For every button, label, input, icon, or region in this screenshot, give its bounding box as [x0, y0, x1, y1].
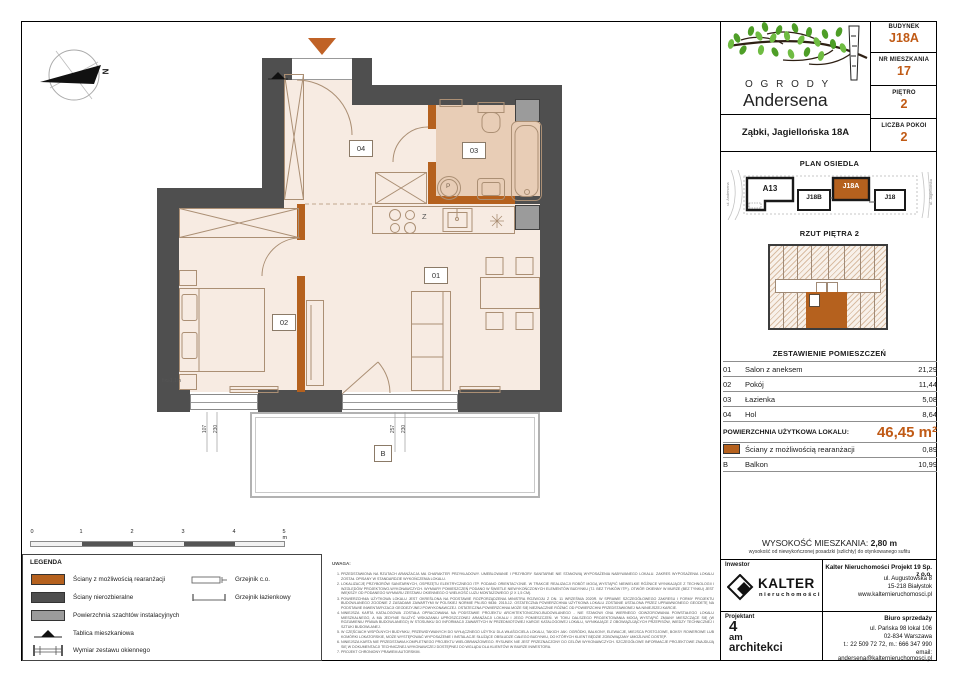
row-area: 5,08 — [922, 394, 937, 404]
row-name: Salon z aneksem — [745, 364, 803, 374]
apartment-height — [721, 538, 938, 548]
row-area: 10,99 — [918, 459, 937, 469]
project-address: Ząbki, Jagiellońska 18A — [741, 127, 850, 138]
total-label: POWIERZCHNIA UŻYTKOWA LOKALU: — [723, 428, 849, 436]
architect-line3: architekci — [729, 642, 783, 654]
overview-room-line — [860, 246, 861, 279]
sales-address1: ul. Pańska 98 lokal 106 — [869, 626, 932, 632]
height-value: 2,80 m — [870, 538, 898, 548]
note-item: 2. LOKALIZACJĘ PRZYBORÓW SANITARNYCH, OSPRZĘTU ELEKTRYCZNEGO ITP. PODANO ORIENTACYJNIE. W TRAKCIE REALIZACJI ROBÓT MOGĄ WYSTĄPIĆ NIEWIELKIE RÓŻNICE WYNIKAJĄCE Z TECHNOLOGII I WZGLĘDÓW PROJEKTOWO-WYKONAWCZYCH. WYMIARY POMIESZCZEŃ PODANO W ŚWIETLE NIEWYKOŃCZONYCH ELEMENTÓW BUDYNKU (TJ. BEZ TYNKÓW ITP.). OTWÓR OKIENNY W MURZE (BEZ TYNKU) JEST WIĘKSZY OD PODANEGO WYMIARU ZESTAWU OKIENNEGO O WIELKOŚĆ LUZU MONTAŻOWEGO (2 X 1,5 CM). — [341, 582, 714, 596]
height-note: wysokość od niewykończonej posadzki (szlichty) do otynkowanego sufitu — [748, 549, 911, 555]
row-area: 11,44 — [918, 379, 937, 389]
company-info — [824, 562, 936, 610]
scale-tick: 3 — [181, 529, 185, 535]
legend-title: LEGENDA — [30, 559, 62, 566]
overview-room-line — [874, 246, 875, 279]
sales-office-info — [824, 612, 936, 660]
overview-corridor — [775, 279, 881, 293]
floor-overview-map — [768, 244, 888, 330]
legend-tablica-icon — [31, 627, 65, 640]
table-row — [723, 377, 937, 392]
overview-room-line — [844, 246, 845, 279]
inwestor-label: Inwestor — [725, 562, 750, 568]
row-number: 01 — [723, 364, 732, 374]
legend — [22, 554, 322, 661]
company-address2: 15-218 Białystok — [887, 584, 932, 590]
room-label-01: 01 — [424, 267, 448, 284]
legend-label: Ściany nierozbieralne — [73, 594, 134, 601]
overview-room-line — [811, 246, 812, 279]
legend-window-dim-icon — [31, 643, 65, 658]
sales-phone: t.: 22 509 72 72, m.: 666 347 990 — [843, 642, 932, 648]
height-label: WYSOKOŚĆ MIESZKANIA: — [761, 538, 869, 548]
info-pietro — [871, 87, 937, 119]
company-address1: ul. Augustowska 8 — [883, 576, 932, 582]
room-label-04: 04 — [349, 140, 373, 157]
legend-label: Powierzchnia szachtów instalacyjnych — [73, 612, 180, 619]
row-name: Łazienka — [745, 394, 776, 404]
legend-swatch-gray — [31, 610, 65, 621]
note-item: 7. PROJEKT CHRONIONY PRAWEM AUTORSKIM. — [341, 650, 714, 655]
overview-room-line — [797, 293, 798, 328]
legend-label: Wymiar zestawu okiennego — [73, 647, 150, 654]
info-label: NR MIESZKANIA — [878, 57, 930, 63]
kalter-logo — [727, 572, 822, 606]
note-item: 3. POWIERZCHNIA UŻYTKOWA LOKALU JEST OKREŚLONA NA PODSTAWIE ROZPORZĄDZENIA MINISTRA ROZWOJU Z DN. 11 WRZEŚNIA 2020R. W SPRAWIE SZCZEGÓŁOWEGO ZAKRESU I FORMY PROJEKTU BUDOWLANEGO ZGODNIE Z ZASADAMI ZAWARTYMI W POLSKIEJ NORMIE PN-ISO 9836: 2015-12. OSTATECZNA POWIERZCHNIA UŻYTKOWA LOKALU ZOSTANIE USTALONA PRZEZ UPRAWNIONEGO GEODETĘ NA PODSTAWIE INWENTARYZACJI GEODEZYJNEJ POWYKONAWCZEJ. OSTATECZNA POWIERZCHNIA MOŻE SIĘ NIEZNACZNIE RÓŻNIĆ OD POWIERZCHNI PRZEDSTAWIONEJ NA NINIEJSZEJ KARCIE. — [341, 597, 714, 611]
row-number: 04 — [723, 409, 732, 419]
rooms-table-title: ZESTAWIENIE POMIESZCZEŃ — [772, 349, 887, 358]
info-value: 2 — [900, 97, 908, 111]
divider — [721, 151, 937, 152]
legend-radiator-co-icon — [191, 574, 229, 586]
floor-overview-title: RZUT PIĘTRA 2 — [799, 229, 860, 238]
building-label-j18: J18 — [884, 194, 896, 201]
info-nr-mieszkania — [871, 54, 937, 86]
overview-room-line — [860, 293, 861, 328]
row-area: 8,64 — [922, 409, 937, 419]
brand-logo — [721, 22, 870, 114]
divider — [721, 559, 937, 560]
scale-tick: 1 — [79, 529, 83, 535]
legend-label: Grzejnik łazienkowy — [235, 594, 291, 601]
note-item: 6. NINIEJSZA KARTA NIE PRZEDSTAWIA KOMPLETNEGO PROJEKTU WIELOBRANŻOWEGO. RYSUNEK NIE JEST PRZEZNACZONY DO CELÓW WYKONAWCZYCH. SZCZEGÓŁOWE INFORMACJE PROJEKTOWE ZNAJDUJĄ SIĘ W DOKUMENTACJI TECHNICZNEJ-WYKONAWCZEJ DOSTĘPNEJ DO WGLĄDU DLA KLIENTÓW W BIURZE INWESTORA. — [341, 640, 714, 649]
extra-row-walls — [723, 443, 937, 458]
total-row — [723, 422, 937, 443]
info-label: LICZBA POKOI — [881, 123, 927, 129]
legend-label: Grzejnik c.o. — [235, 576, 270, 583]
row-name: Balkon — [745, 459, 768, 469]
panel-divider — [720, 21, 721, 661]
projektant-label: Projektant — [725, 614, 755, 620]
overview-room-line — [783, 246, 784, 279]
dimension-label: 230 — [401, 424, 407, 434]
sales-email: email: andersena@kalternieruchomosci.pl — [837, 650, 932, 662]
site-plan-map — [723, 170, 937, 220]
overview-room-line — [874, 293, 875, 328]
overview-unit-shaft — [809, 294, 820, 307]
overview-highlighted-unit — [806, 292, 847, 328]
overview-room-line — [797, 246, 798, 279]
kalter-diamond-icon — [727, 574, 754, 601]
logo-line1: O G R O D Y — [745, 79, 831, 90]
scale-tick: 2 — [130, 529, 134, 535]
room-label-02: 02 — [272, 314, 296, 331]
building-label-a13: A13 — [762, 184, 778, 193]
street-label-right: ul. Jagiellońska — [929, 179, 933, 205]
row-number: 03 — [723, 394, 732, 404]
scale-bar — [30, 529, 296, 553]
tree-branch-illustration — [721, 22, 869, 82]
row-number: B — [723, 459, 729, 469]
architect-line2: am — [729, 632, 743, 643]
info-value: 2 — [900, 130, 908, 144]
architect-logo — [729, 620, 819, 660]
dimension-label: 230 — [213, 424, 219, 434]
info-budynek — [871, 21, 937, 53]
compass-north-label: N — [100, 68, 110, 75]
row-name: Ściany z możliwością rearanżacji — [745, 445, 855, 455]
legend-swatch-orange — [31, 574, 65, 585]
kalter-name: KALTER — [758, 576, 815, 591]
kitchen-dishwasher-label: Z — [422, 212, 427, 221]
extra-row-balcony — [723, 458, 937, 473]
row-area: 21,29 — [918, 364, 937, 374]
notes-title: UWAGA: — [332, 561, 351, 566]
table-row — [723, 407, 937, 422]
room-label-03: 03 — [462, 142, 486, 159]
overview-room-line — [828, 246, 829, 279]
sales-label: Biuro sprzedaży — [884, 615, 932, 622]
window-fix-note: fix≥1,1m — [162, 378, 181, 384]
row-area: 0,89 — [922, 445, 937, 455]
scale-tick: 4 — [232, 529, 236, 535]
building-label-j18a: J18A — [842, 183, 860, 190]
note-item: 5. W CZĘŚCIACH WSPÓLNYCH BUDYNKU, PRZEWIDYWANYCH DO WYŁĄCZNEGO UŻYTKU DLA WŁAŚCICIELA LOKALU, TAKICH JAK: OGRÓDKI, BALKONY, ELEWACJE, MIEJSCA POSTOJOWE, BOKSY ROWEROWE LUB KOMÓRKI LOKATORSKIE, MOŻE WYSTĘPOWAĆ WYPOSAŻENIE I INSTALACJE SŁUŻĄCE OBSŁUDZE CAŁEGO BUDYNKU, DO KTÓRYCH KLIENT BĘDZIE ZOBOWIĄZANY UMOŻLIWIĆ DOSTĘP. — [341, 630, 714, 639]
total-value: 46,45 m² — [876, 423, 937, 441]
site-plan-title: PLAN OSIEDLA — [799, 159, 860, 168]
scale-bar-segment — [184, 542, 235, 546]
company-name: Kalter Nieruchomości Projekt 19 Sp. z o.o. — [825, 564, 932, 578]
info-label: BUDYNEK — [888, 24, 920, 30]
company-website: www.kalternieruchomosci.pl — [857, 592, 932, 598]
info-label: PIĘTRO — [892, 90, 916, 96]
legend-label: Tablica mieszkaniowa — [73, 630, 134, 637]
dimension-label: 107 — [202, 424, 208, 434]
legend-radiator-bath-icon — [191, 592, 229, 604]
scale-tick: 5 m — [282, 529, 288, 541]
overview-room-line — [783, 293, 784, 328]
washer-label: P — [446, 183, 451, 190]
kalter-sub: nieruchomości — [759, 592, 822, 598]
row-swatch — [723, 444, 745, 456]
logo-line2: Andersena — [743, 90, 828, 110]
info-value: J18A — [889, 31, 919, 45]
scale-tick: 0 — [30, 529, 34, 535]
sales-address2: 02-834 Warszawa — [883, 634, 932, 640]
row-number: 02 — [723, 379, 732, 389]
notes-list — [332, 572, 714, 655]
dimension-label: 257 — [390, 424, 396, 434]
divider — [721, 114, 870, 115]
building-label-j18b: J18B — [806, 194, 822, 201]
architect-line1: 4 — [729, 618, 738, 635]
row-name: Pokój — [745, 379, 764, 389]
rooms-table — [723, 361, 937, 472]
note-item: 1. PRZEDSTAWIONA NA RZUTACH ARANŻACJA MA CHARAKTER PRZYKŁADOWY. UMEBLOWANIE I PRZYBORY SANITARNE NIE STANOWIĄ WYPOSAŻENIA NABYWANEGO LOKALU. ZAKRES WYPOSAŻENIA LOKALU ZOSTAŁ OPISANY W STANDARDZIE WYKOŃCZENIA LOKALU. — [341, 572, 714, 581]
notes — [332, 552, 714, 660]
balcony-label: B — [374, 445, 392, 462]
legend-swatch-dark — [31, 592, 65, 603]
info-value: 17 — [897, 64, 911, 78]
table-row — [723, 362, 937, 377]
note-item: 4. NINIEJSZA KARTA KATALOGOWA ZOSTAŁA OPRACOWANA NA PODSTAWIE PROJEKTU ARCHITEKTONICZNO-BUDOWLANEGO - NIE STANOWI ONA WIERNEGO ODWZOROWANIA POWSTAŁEGO LOKALU MIESZKALNEGO, A MA JEDYNIE SŁUŻYĆ WSKAZANIU UPROSZCZONEJ ARANŻACJI LOKALU I JEGO POMIESZCZEŃ. W TOKU DALSZEGO PROJEKTOWANIA MOGĄ WYSTĄPIĆ ZMIANY MIESZCZĄCE SIĘ (W ROZUMIENIU PRAWA BUDOWLANEGO) W STOSUNKU DO INFORMACJI ZAWARTYCH W PRZEDMIOTOWEJ KARCIE KATALOGOWEJ LOKALU, WYNIKAJĄCE Z OBOWIĄZUJĄCYCH PRZEPISÓW, WIEDZY TECHNICZNEJ I SZTUKI BUDOWLANEJ. — [341, 611, 714, 629]
row-name: Hol — [745, 409, 757, 419]
legend-label: Ściany z możliwością rearanżacji — [73, 576, 166, 583]
street-label-left: ul. Andersena — [726, 182, 730, 206]
info-liczba-pokoi — [871, 120, 937, 151]
table-row — [723, 392, 937, 407]
scale-bar-segment — [82, 542, 133, 546]
scale-bar-track — [30, 541, 285, 547]
